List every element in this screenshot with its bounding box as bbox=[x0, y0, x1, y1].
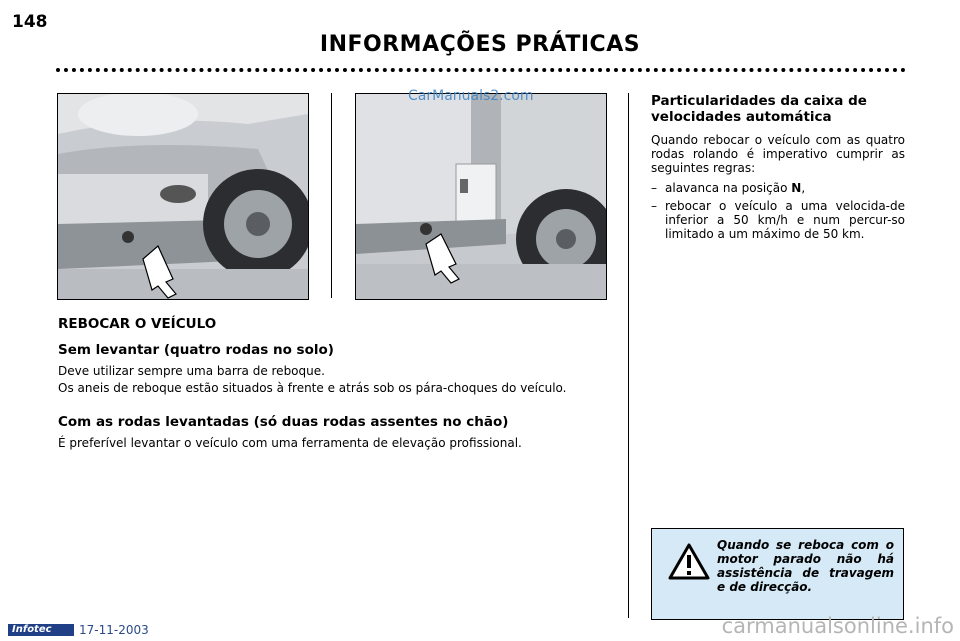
warning-triangle-icon bbox=[668, 543, 710, 581]
towing-heading: REBOCAR O VEÍCULO bbox=[58, 316, 217, 332]
footer-date: 17-11-2003 bbox=[79, 623, 149, 637]
page-number: 148 bbox=[12, 12, 48, 32]
list-text: alavanca na posição N, bbox=[665, 181, 806, 195]
list-dash: – bbox=[651, 199, 657, 213]
warning-box bbox=[651, 528, 904, 620]
watermark-top: CarManuals2.com bbox=[408, 88, 534, 104]
main-text-block bbox=[58, 316, 606, 453]
list-item bbox=[651, 181, 905, 195]
section-lifted-heading: Com as rodas levantadas (só duas rodas assentes no chão) bbox=[58, 414, 509, 430]
front-bumper-illustration bbox=[58, 94, 308, 299]
list-dash: – bbox=[651, 181, 657, 195]
gearbox-heading: Particularidades da caixa de velocidades automática bbox=[651, 93, 867, 125]
gearbox-intro: Quando rebocar o veículo com as quatro rodas rolando é imperativo cumprir as seguintes regras: bbox=[651, 133, 905, 175]
automatic-gearbox-block bbox=[651, 93, 905, 245]
rear-towing-eye-photo bbox=[355, 93, 607, 300]
gear-position-n: N bbox=[791, 181, 802, 195]
section-no-lift-heading: Sem levantar (quatro rodas no solo) bbox=[58, 342, 334, 358]
rear-bumper-illustration bbox=[356, 94, 606, 299]
list-text: rebocar o veículo a uma velocida-de inferior a 50 km/h e num percur-so limitado a um máximo de 50 km. bbox=[665, 199, 905, 241]
dotted-divider bbox=[56, 68, 906, 72]
section-no-lift-line2: Os aneis de reboque estão situados à frente e atrás sob os pára-choques do veículo. bbox=[58, 381, 567, 395]
infotec-logo: Infotec bbox=[8, 624, 74, 636]
section-no-lift-line1: Deve utilizar sempre uma barra de reboque. bbox=[58, 364, 325, 378]
watermark-bottom: carmanualsonline.info bbox=[721, 614, 954, 638]
page-title: INFORMAÇÕES PRÁTICAS bbox=[319, 32, 641, 57]
list-item bbox=[651, 199, 905, 241]
section-lifted-line1: É preferível levantar o veículo com uma ferramenta de elevação profissional. bbox=[58, 436, 522, 450]
warning-text: Quando se reboca com o motor parado não há assistência de travagem e de direcção. bbox=[717, 538, 894, 594]
column-divider-right bbox=[628, 93, 629, 618]
column-divider-left bbox=[331, 93, 332, 298]
front-towing-eye-photo bbox=[57, 93, 309, 300]
